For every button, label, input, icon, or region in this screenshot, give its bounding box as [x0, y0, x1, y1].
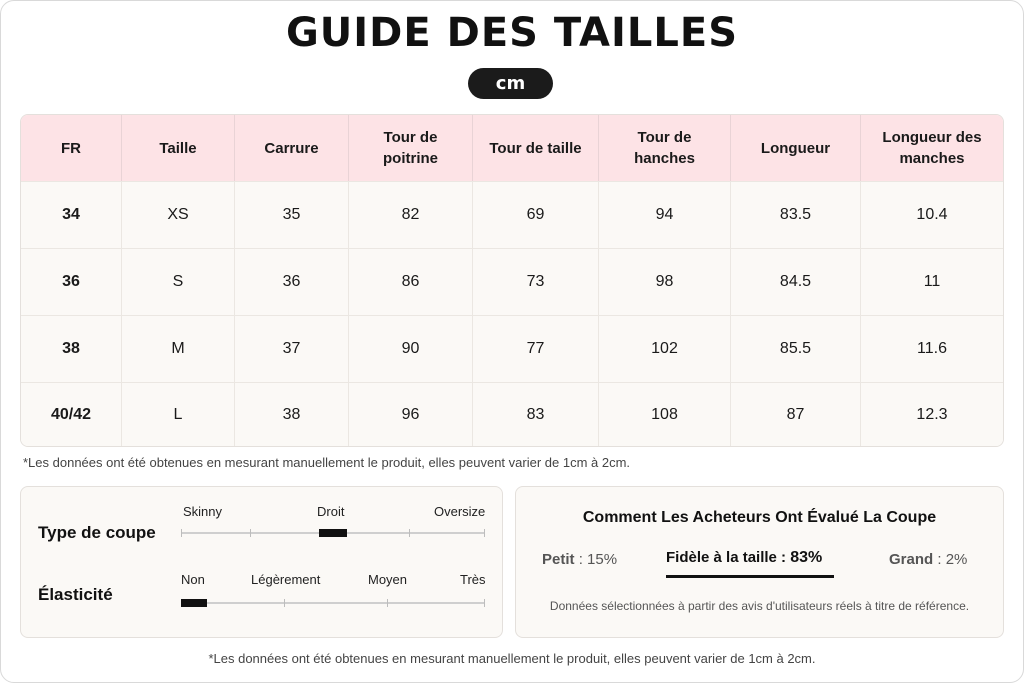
cell-tour-de-poitrine: 90 [349, 315, 473, 382]
cell-fr: 38 [21, 315, 122, 382]
buyer-fit-review-card [515, 486, 1004, 638]
cell-taille: XS [122, 181, 235, 248]
review-note: Données sélectionnées à partir des avis d'utilisateurs réels à titre de référence. [549, 599, 970, 613]
cell-carrure: 35 [235, 181, 349, 248]
cell-longueur: 85.5 [731, 315, 861, 382]
column-header-longueur-des-manches: Longueur des manches [861, 115, 1003, 181]
elasticity-scale-tick [284, 599, 285, 607]
table-header-row [21, 115, 1003, 181]
review-fidele-value: 83% [790, 549, 823, 566]
review-grand-label: Grand [889, 551, 934, 568]
review-highlight-underline [666, 575, 834, 578]
cell-tour-de-taille: 83 [473, 382, 599, 446]
cell-fr: 34 [21, 181, 122, 248]
elasticity-scale-non: Non [181, 572, 205, 587]
elasticity-scale-tick [484, 599, 485, 607]
column-header-carrure: Carrure [235, 115, 349, 181]
elasticity-scale-tres: Très [460, 572, 486, 587]
review-petit-label: Petit [542, 551, 575, 568]
cell-longueur-des-manches: 11.6 [861, 315, 1003, 382]
fit-scale-tick [484, 529, 485, 537]
column-header-longueur: Longueur [731, 115, 861, 181]
review-fidele [666, 549, 822, 567]
elasticity-scale-moyen: Moyen [368, 572, 408, 587]
elasticity-scale-tick [387, 599, 388, 607]
review-grand-value: 2% [945, 551, 968, 568]
elasticity-scale-track [181, 602, 485, 604]
cell-tour-de-poitrine: 86 [349, 248, 473, 315]
elasticity-scale-marker [181, 599, 207, 607]
cell-longueur-des-manches: 11 [861, 248, 1003, 315]
cell-longueur: 84.5 [731, 248, 861, 315]
cell-tour-de-hanches: 102 [599, 315, 731, 382]
fit-scale-skinny: Skinny [183, 504, 223, 519]
column-header-tour-de-taille: Tour de taille [473, 115, 599, 181]
fit-scale-oversize: Oversize [434, 504, 486, 519]
elasticity-label: Élasticité [38, 585, 113, 604]
unit-toggle-button[interactable]: cm [468, 68, 553, 99]
measurement-note: *Les données ont été obtenues en mesurant manuellement le produit, elles peuvent varier de 1cm à 2cm. [23, 455, 631, 470]
cell-tour-de-taille: 69 [473, 181, 599, 248]
review-separator: : [937, 551, 946, 568]
fit-scale-tick [181, 529, 182, 537]
measurement-note-bottom: *Les données ont été obtenues en mesurant manuellement le produit, elles peuvent varier de 1cm à 2cm. [208, 651, 816, 666]
review-title: Comment Les Acheteurs Ont Évalué La Coupe [582, 509, 937, 526]
cell-fr: 36 [21, 248, 122, 315]
cell-tour-de-hanches: 108 [599, 382, 731, 446]
review-grand [889, 551, 967, 568]
review-separator: : [578, 551, 588, 568]
cell-carrure: 37 [235, 315, 349, 382]
column-header-tour-de-hanches: Tour de hanches [599, 115, 731, 181]
fit-scale-tick [250, 529, 251, 537]
elasticity-scale-legerement: Légèrement [251, 572, 321, 587]
cell-taille: L [122, 382, 235, 446]
cell-tour-de-taille: 77 [473, 315, 599, 382]
table-row [21, 382, 1003, 446]
column-header-tour-de-poitrine: Tour de poitrine [349, 115, 473, 181]
review-petit [542, 551, 617, 568]
fit-type-label: Type de coupe [38, 523, 156, 542]
cell-longueur-des-manches: 10.4 [861, 181, 1003, 248]
fit-scale-marker [319, 529, 347, 537]
page-title: GUIDE DES TAILLES [285, 10, 739, 56]
review-fidele-label: Fidèle à la taille : [666, 549, 787, 566]
fit-card [20, 486, 503, 638]
cell-longueur: 87 [731, 382, 861, 446]
cell-longueur: 83.5 [731, 181, 861, 248]
cell-longueur-des-manches: 12.3 [861, 382, 1003, 446]
cell-taille: S [122, 248, 235, 315]
cell-carrure: 36 [235, 248, 349, 315]
cell-tour-de-hanches: 94 [599, 181, 731, 248]
cell-tour-de-hanches: 98 [599, 248, 731, 315]
column-header-fr: FR [21, 115, 122, 181]
cell-taille: M [122, 315, 235, 382]
size-table [20, 114, 1004, 447]
cell-fr: 40/42 [21, 382, 122, 446]
column-header-taille: Taille [122, 115, 235, 181]
cell-tour-de-poitrine: 82 [349, 181, 473, 248]
cell-tour-de-taille: 73 [473, 248, 599, 315]
cell-tour-de-poitrine: 96 [349, 382, 473, 446]
fit-scale-tick [409, 529, 410, 537]
fit-scale-droit: Droit [317, 504, 345, 519]
table-row [21, 181, 1003, 248]
fit-scale-track [181, 532, 485, 534]
review-petit-value: 15% [587, 551, 618, 568]
cell-carrure: 38 [235, 382, 349, 446]
table-row [21, 315, 1003, 382]
table-row [21, 248, 1003, 315]
